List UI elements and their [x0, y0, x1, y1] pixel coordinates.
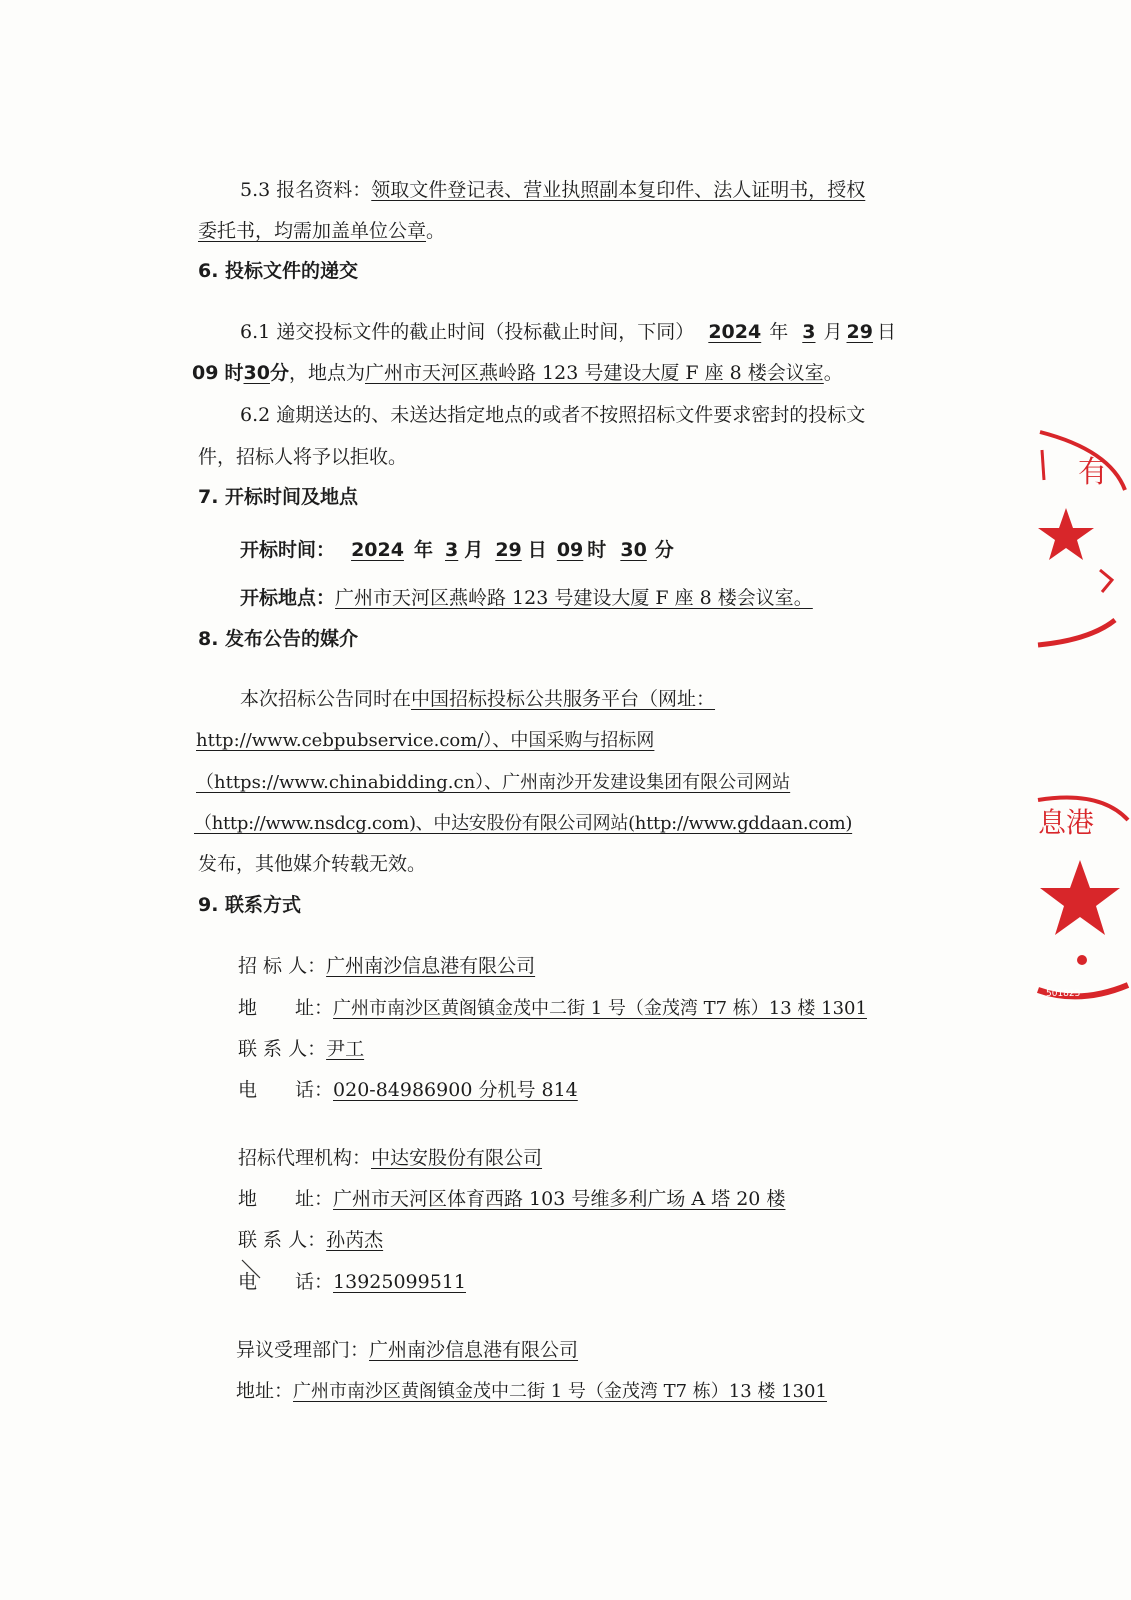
opening-year: 2024 [351, 539, 404, 561]
media-line4: （http://www.nsdcg.com)、中达安股份有限公司网站(http://www.gddaan.com) [194, 813, 853, 834]
s61-prefix: 6.1 递交投标文件的截止时间（投标截止时间，下同） [240, 321, 695, 343]
company-seal-bottom [1020, 780, 1131, 1020]
s61-day-unit: 日 [876, 321, 896, 343]
objection-addr-label: 地址： [236, 1380, 294, 1402]
objection-dept: 广州南沙信息港有限公司 [369, 1339, 579, 1361]
seal-code: 501825 [1046, 989, 1081, 999]
s53-text2: 委托书，均需加盖单位公章 [198, 220, 427, 242]
tenderer-contact-label: 联 系 人： [238, 1038, 327, 1060]
opening-minute-unit: 分 [654, 539, 674, 561]
seal-bottom-chars: 息港 [1038, 806, 1095, 839]
agency-addr-label: 地 址： [238, 1188, 334, 1210]
tenderer-addr-label: 地 址： [238, 997, 334, 1019]
agency-phone-label: 电 话： [238, 1271, 334, 1293]
opening-month: 3 [445, 539, 459, 561]
s53-line1 [240, 177, 865, 203]
objection-addr: 广州市南沙区黄阁镇金茂中二街 1 号（金茂湾 T7 栋）13 楼 1301 [293, 1381, 827, 1402]
s62-line2: 件，招标人将予以拒收。 [198, 446, 408, 468]
s62-line1: 6.2 逾期送达的、未送达指定地点的或者不按照招标文件要求密封的投标文 [240, 404, 866, 426]
opening-minute: 30 [620, 539, 647, 561]
tenderer-line [238, 953, 535, 979]
section-9-heading: 9. 联系方式 [198, 894, 302, 916]
tenderer-phone-line [238, 1077, 578, 1103]
pen-mark [240, 1258, 264, 1282]
opening-day-unit: 日 [527, 539, 547, 561]
company-seal-top [1020, 420, 1131, 660]
media-line1 [240, 686, 715, 712]
agency-contact: 孙芮杰 [326, 1229, 384, 1251]
objection-line [236, 1337, 578, 1363]
agency-label: 招标代理机构： [238, 1147, 372, 1169]
agency-phone: 13925099511 [333, 1271, 466, 1293]
tenderer-contact-line [238, 1036, 364, 1062]
opening-day: 29 [495, 539, 522, 561]
opening-place-line [240, 585, 813, 611]
agency-contact-label: 联 系 人： [238, 1229, 327, 1251]
agency-line [238, 1145, 542, 1171]
s53-label: 5.3 报名资料： [240, 179, 372, 201]
s61-year: 2024 [708, 321, 762, 343]
s61-place-end: 。 [823, 362, 843, 384]
agency-addr-line [238, 1186, 785, 1212]
agency-addr: 广州市天河区体育西路 103 号维多利广场 A 塔 20 楼 [333, 1188, 786, 1210]
tenderer-label: 招 标 人： [238, 955, 327, 977]
opening-month-unit: 月 [464, 539, 484, 561]
opening-time-label: 开标时间： [240, 539, 336, 561]
tenderer-phone: 020-84986900 分机号 814 [333, 1079, 578, 1101]
agency-phone-line [238, 1269, 466, 1295]
s61-line2 [192, 360, 843, 386]
s53-text1: 领取文件登记表、营业执照副本复印件、法人证明书，授权 [371, 179, 866, 201]
s61-hour: 09 [192, 362, 219, 384]
agency-contact-line [238, 1227, 383, 1253]
s61-place-prefix: ，地点为 [288, 362, 365, 384]
objection-addr-line [236, 1378, 827, 1405]
seal-top-char: 有 [1078, 455, 1108, 490]
tenderer-contact: 尹工 [326, 1038, 365, 1060]
s61-minute-unit: 分 [269, 362, 289, 384]
s53-end: 。 [426, 220, 446, 242]
tenderer-addr-line [238, 995, 867, 1022]
opening-year-unit: 年 [413, 539, 433, 561]
tenderer-name: 广州南沙信息港有限公司 [326, 955, 536, 977]
media-line3: （https://www.chinabidding.cn）、广州南沙开发建设集团有限公司网站 [196, 772, 791, 793]
opening-place-label: 开标地点： [240, 587, 336, 609]
opening-hour: 09 [556, 539, 584, 561]
section-7-heading: 7. 开标时间及地点 [198, 486, 359, 508]
objection-label: 异议受理部门： [236, 1339, 370, 1361]
media-prefix: 本次招标公告同时在 [240, 688, 412, 710]
s61-minute: 30 [243, 362, 270, 384]
s61-day: 29 [846, 321, 873, 343]
s61-year-unit: 年 [769, 321, 789, 343]
media-platform: 中国招标投标公共服务平台（网址： [411, 688, 716, 710]
opening-hour-unit: 时 [587, 539, 607, 561]
s53-line2 [198, 218, 445, 244]
s61-hour-unit: 时 [224, 362, 244, 384]
s61-line1 [240, 319, 896, 345]
s61-month-unit: 月 [823, 321, 843, 343]
tenderer-phone-label: 电 话： [238, 1079, 334, 1101]
opening-place: 广州市天河区燕岭路 123 号建设大厦 F 座 8 楼会议室。 [335, 587, 813, 609]
media-line5: 发布，其他媒介转载无效。 [198, 853, 427, 875]
opening-time-line [240, 537, 674, 563]
section-6-heading: 6. 投标文件的递交 [198, 260, 359, 282]
media-line2: http://www.cebpubservice.com/）、中国采购与招标网 [196, 730, 655, 751]
agency-name: 中达安股份有限公司 [371, 1147, 543, 1169]
section-8-heading: 8. 发布公告的媒介 [198, 628, 359, 650]
s61-place: 广州市天河区燕岭路 123 号建设大厦 F 座 8 楼会议室 [365, 362, 824, 384]
s61-month: 3 [802, 321, 816, 343]
tenderer-addr: 广州市南沙区黄阁镇金茂中二街 1 号（金茂湾 T7 栋）13 楼 1301 [333, 998, 867, 1019]
